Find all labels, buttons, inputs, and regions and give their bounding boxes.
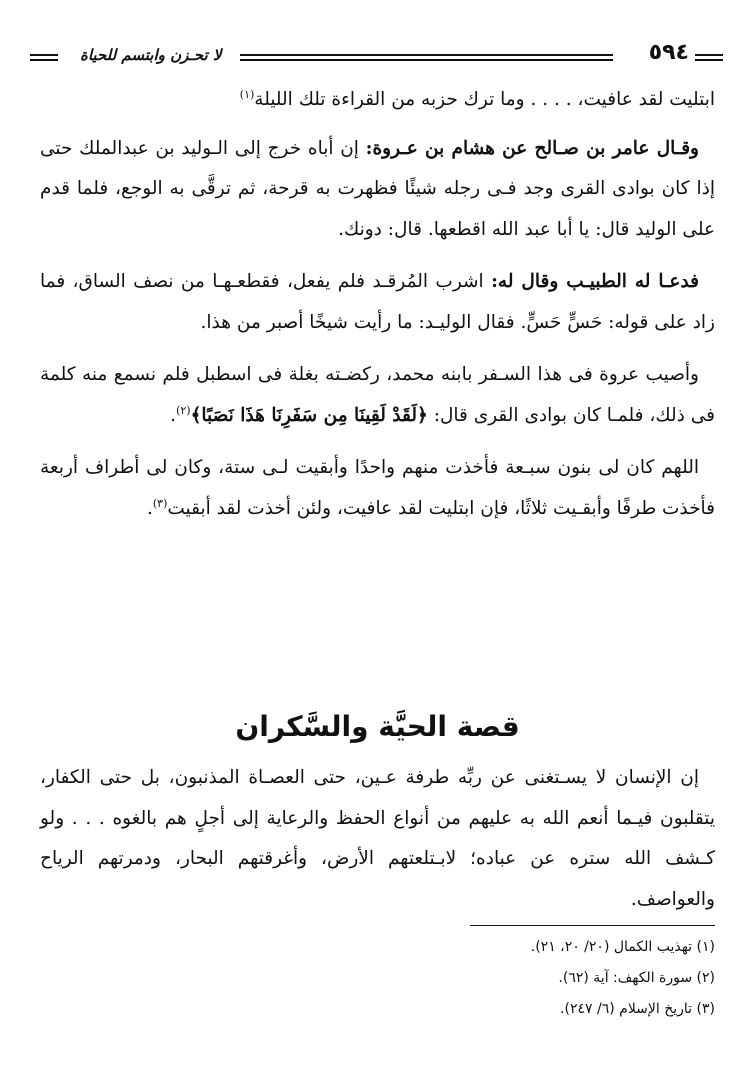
- paragraph-1: [40, 80, 715, 121]
- paragraph-2-text: إن أباه خرج إلى الـوليد بن عبدالملك حتى إذا كان بوادى القرى وجد فـى رجله شيئًا فظهرت به قرحة، ثم ترقَّى به الوجع، فلما قدم على الوليد قال: يا أبا عبد الله اقطعها. قال: دونك.: [40, 137, 715, 240]
- section-body: [40, 758, 715, 920]
- paragraph-1-text: ابتليت لقد عافيت، . . . . وما ترك حزبه من القراءة تلك الليلة: [254, 89, 715, 110]
- paragraph-4-end: .: [170, 404, 177, 426]
- footnote-ref-3: (٣): [152, 496, 168, 510]
- footnote-ref-2: (٢): [176, 403, 191, 417]
- main-text: [40, 80, 715, 541]
- quran-verse: ﴿لَقَدْ لَقِينَا مِن سَفَرِنَا هَذَا نَصَبًا﴾: [190, 404, 428, 426]
- paragraph-5-text: اللهم كان لى بنون سبـعة فأخذت منهم واحدًا وأبقيت لـى ستة، وكان لى أطراف أربعة فأخذت طرفًا وأبقـيت ثلاثًا، فإن ابتليت لقد عافيت، ولئن أخذت لقد أبقيت: [40, 457, 715, 519]
- footnotes: [215, 932, 715, 1025]
- paragraph-4-text: وأصيب عروة فى هذا السـفر بابنه محمد، ركضـته بغلة فى اسطبل فلم نسمع منه كلمة فى ذلك، فلمـا كان بوادى القرى قال:: [40, 364, 715, 426]
- section-heading: قصة الحيَّة والسَّكران: [235, 710, 520, 743]
- book-title: لا تحـزن وابتسم للحياة: [80, 46, 222, 64]
- paragraph-2-lead: وقـال عامر بن صـالح عن هشام بن عـروة:: [365, 137, 699, 159]
- paragraph-3: [40, 262, 715, 343]
- section-paragraph: إن الإنسان لا يسـتغنى عن ربِّه طرفة عـين، حتى العصـاة المذنبون، بل حتى الكفار، يتقلبون فيـما أنعم الله به عليهم من أنواع الحفظ والرعاية إلى أجلٍ هم بالغوه . . . ولو كـشف الله ستره عن عباده؛ لابـتلعتهم الأرض، وأغرقتهم البحار، ودمرتهم الرياح والعواصف.: [40, 767, 715, 910]
- header-ornament-right: [695, 54, 723, 61]
- footnote-ref-1: (١): [239, 87, 255, 101]
- paragraph-5-end: .: [146, 497, 153, 519]
- footnote-1: (١) تهذيب الكمال (٢٠/ ٢٠، ٢١).: [530, 939, 715, 955]
- header-ornament-left: [30, 54, 58, 61]
- footnote-2: (٢) سورة الكهف: آية (٦٢).: [558, 970, 715, 986]
- paragraph-3-lead: فدعـا له الطبيـب وقال له:: [491, 271, 699, 292]
- page-number: ٥٩٤: [648, 40, 689, 65]
- footnote-divider: [470, 925, 715, 926]
- paragraph-5: [40, 448, 715, 529]
- footnote-3: (٣) تاريخ الإسلام (٦/ ٢٤٧).: [560, 1001, 715, 1017]
- paragraph-4: [40, 355, 715, 436]
- paragraph-3-text: اشرب المُرقـد فلم يفعل، فقطعـهـا من نصف الساق، فما زاد على قوله: حَسٍّ حَسٍّ. فقال الوليـد: ما رأيت شيخًا أصبر من هذا.: [40, 271, 715, 333]
- page-header: [30, 40, 725, 74]
- header-rule: [240, 54, 613, 61]
- paragraph-2: [40, 129, 715, 251]
